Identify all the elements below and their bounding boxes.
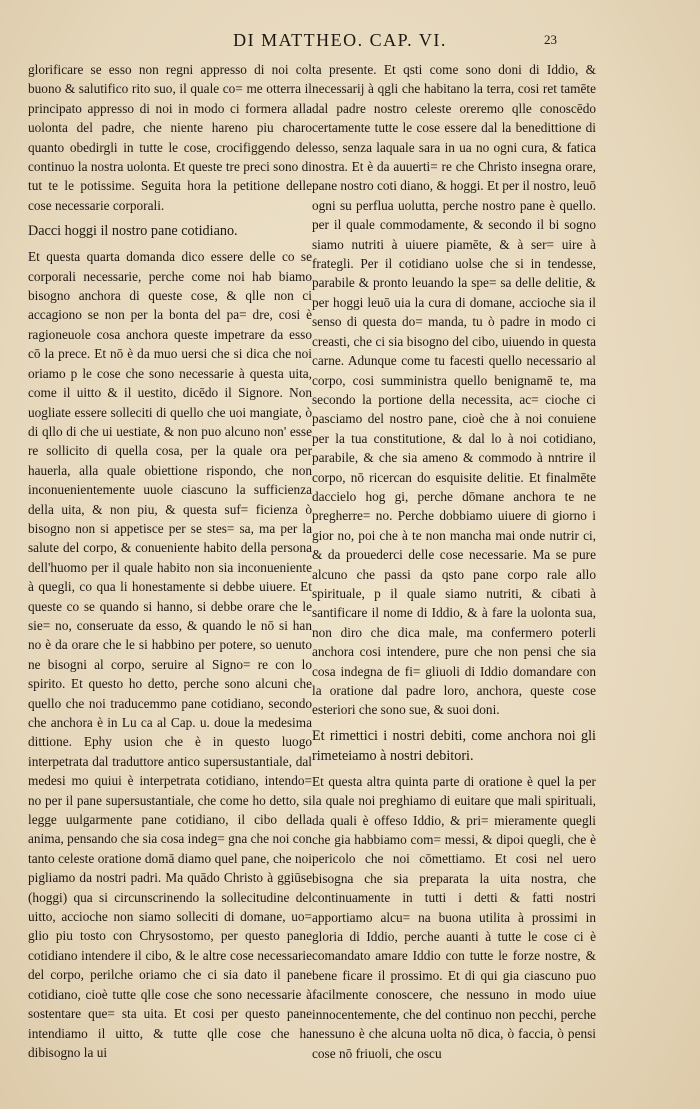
right-column — [312, 60, 596, 1069]
right-paragraph-1: ta presente. Et qsti come sono doni di Iddio, & necessarij à qgli che habitano la terra, cosi ret tamēte dal padre nostro celeste oreremo qlle conoscēdo certamente tutte le cose essere dal la benedittione di esso, senza laquale sara in ua no ogni cura, & fatica nostra. Et è da auuerti= re che Christo insegna orare, pane nostro coti diano, & hoggi. Et per il nostro, leuō ogni su perflua uolutta, perche nostro pane è quello. per il quale commodamente, & secondo il bi sogno siamo nutriti à uiuere piamēte, & à ser= uire à frategli. Per il cotidiano uolse che si in tendesse, parabile & pronto leuando la spe= sa delle delitie, & per hoggi leuō uia la cura di domane, accioche sia il senso di questa do= manda, tu ò padre in modo ci creasti, che ci sia bisogno del cibo, uiuendo in questa carne. Adunque come tu facesti quello necessario al corpo, cosi sumministra quello benignamē te, ma secondo la portione della necessita, ac= cioche ci pasciamo del nostro pane, cioè che à noi conuiene per la tua constitutione, & dal lo à noi cotidiano, parabile, & che sia ameno & commodo à nntrire il corpo, nō ricercan do esquisite delitie. Et finalmēte daccielo hog gi, perche dōmane anchora te ne pregherre= no. Perche dobbiamo uiuere di giorno i gior no, poi che à te non mancha mai onde nutrir ci, & da prouederci delle cose necessarie. Ma se pure alcuno che passi da qsto pane corpo rale allo spirituale, p il quale siamo nutriti, & cibati à santificare il nome di Iddio, & à fare la uolonta sua, non diro che dica male, ma confermero poterli anchora cosi intendere, pure che non pensi che sia cosa indegna de fi= gliuoli di Iddio domandare con la oratione dal padre loro, anchora, queste cose esteriori che sono sue, & suoi doni. — [312, 62, 596, 718]
folio-number: 23 — [544, 32, 557, 47]
left-paragraph-1: glorificare se esso non regni appresso di noi col buono & salutifico rito suo, il quale co= me otterra il principato appresso di noi in modo ci formera alla uolonta del padre, che niente hareno piu charo quanto obedirgli in tutte le cose, crocifiggendo del continuo la nostra uolonta. Et queste tre preci sono di tut te le potissime. Seguita hora la petitione delle cose necessarie corporali. — [28, 62, 312, 213]
right-paragraph-2: Et questa altra quinta parte di oratione è quel la per la quale noi preghiamo di euitare que mali spirituali, da quali è offeso Iddio, & pri= mieramente quegli che gia habbiamo com= messi, & dipoi quegli, che è pericolo che noi cōmettiamo. Et cosi nel uero bisogna che sia preparata la uita nostra, che continuamente in tutti i detti & fatti nostri apportiamo alcu= na buona utilita à prossimi in gloria di Iddio, perche auanti à tutte le cose ci è comandato amare Iddio con tutte le forze nostre, & bene ficare il prossimo. Et di qui gia ciascuno puo facilmente conoscere, che nessuno in modo uiue innocentemente, che del continuo non pecchi, perche nessuno è che alcuna uolta nō dica, ò faccia, ò pensi cose nō friuoli, che oscu — [312, 773, 596, 1061]
section-heading-daily-bread: Dacci hoggi il nostro pane cotidiano. — [28, 223, 238, 240]
left-paragraph-2: Et questa quarta domanda dico essere delle co se corporali necessarie, perche come noi hab biamo bisogno anchora di queste cose, & qlle non ci accagiono se non per la bonta del pa= dre, cosi è ragioneuole cosa anchora queste impetrare da esso cō la prece. Et nō è da muo uersi che si dica che noi oriamo p le cose che sono necessarie à questa uita, come il uitto & il uestito, dicēdo il Signore. Non uogliate essere solleciti di quello che uoi mangiate, ò di qllo di che ui uestiate, & non puo alcuno non' esse re sollicito di quella cosa, per la quale ora per hauerla, alla quale obiettione rispondo, che non inconuenientemente uuole ciascuno la sufficienza della uita, & non piu, & questa suf= ficienza ò bisogno non si appetisce per se stes= sa, ma per la salute del corpo, & conueniente habito della persona dell'huomo per il quale habito non sia inconueniente à quegli, co qua li honestamente si debbe uiuere. Et queste co se quando si hanno, si debbe orare che le sie= no, conseruate da esso, & quando le nō si han no è da orare che le si habbino per potere, so uenuto ne bisogni al corpo, seruire al Signo= re con lo spirito. Et questo ho detto, perche sono alcuni che quello che noi traducemmo pane cotidiano, secondo che anchora è in Lu ca al Cap. u. doue la medesima dittione. Ephy usion che è in questo luogo interpetrata dal traduttore antico supersustantiale, dal medesi mo quiui è interpetrata cotidiano, intendo= no per il pane supersustantiale, che come ho detto, si legge uulgarmente pane cotidiano, il cibo della anima, pensando che sia cosa indeg= gna che noi con tanto celeste oratione domā diamo quel pane, che noi pigliamo da nostri padri. Ma quādo Christo à ggiūse (hoggi) qua si circunscrinendo la sollecitudine del uitto, accioche non siamo solleciti di domane, uo= glio piu tosto con Chrysostomo, per questo pane cotidiano intendere il cibo, & le altre cose necessarie del corpo, perilche oriamo che ci sia dato il pane cotidiano, cioè tutte qlle cose che sono necessarie à sostentare que= sta uita. Et cosi per questo pane intendiamo il uitto, & tutte qlle cose che ha dibisogno la ui — [28, 249, 312, 1060]
section-heading-forgive-debts: Et rimettici i nostri debiti, come anchora noi gli rimeteiamo à nostri debitori. — [312, 727, 596, 764]
running-title: DI MATTHEO. CAP. VI. — [233, 30, 447, 50]
left-column — [28, 60, 312, 1068]
